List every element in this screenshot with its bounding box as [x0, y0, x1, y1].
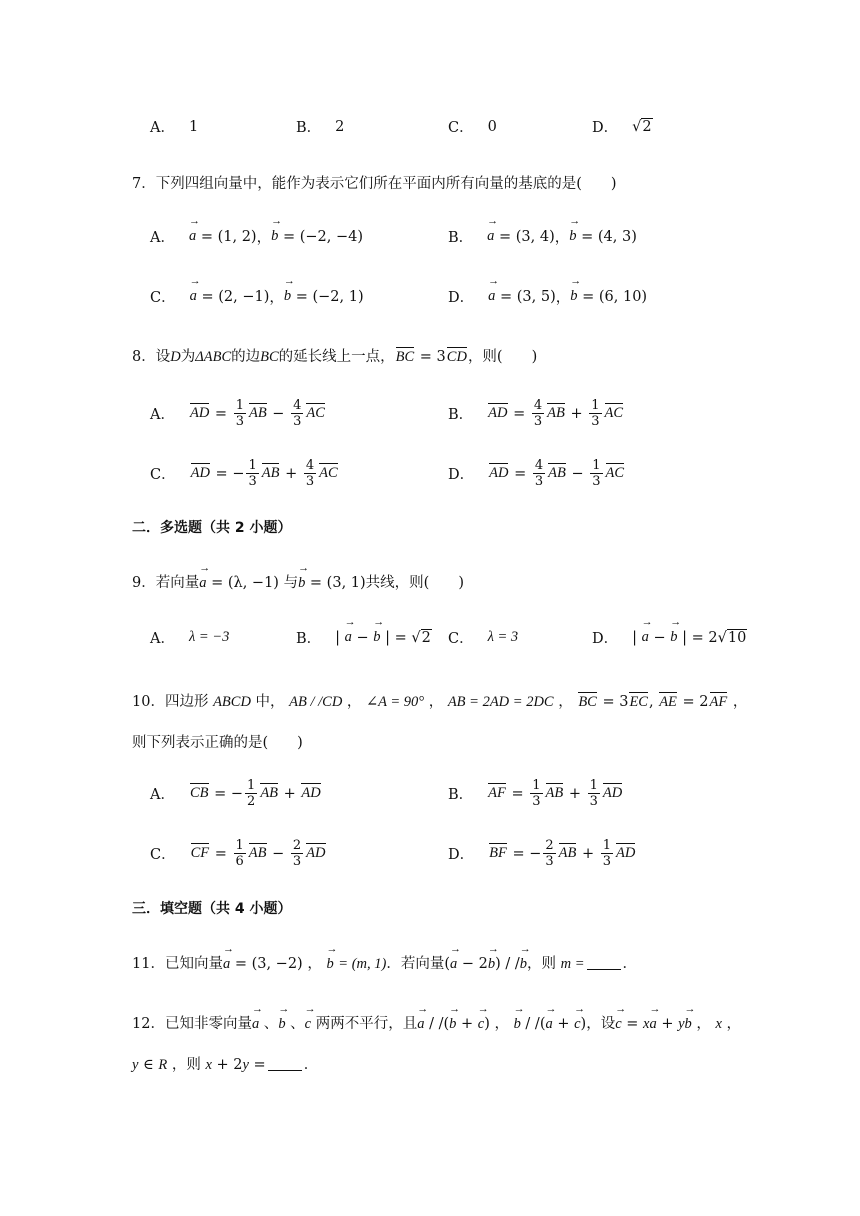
q9-option-b: B． | a → − b → | = √ 2: [296, 627, 432, 648]
q6-option-c: C． 0: [448, 118, 497, 136]
q11-answer-blank[interactable]: [587, 955, 621, 970]
section-fill-blank-heading: 三．填空题（共 4 小题）: [132, 901, 292, 917]
q7-row-ab: [0, 226, 860, 256]
q10-stem-line2: 则下列表示正确的是( ): [132, 735, 303, 751]
q7-stem: 7．下列四组向量中，能作为表示它们所在平面内所有向量的基底的是( ): [132, 176, 617, 192]
q9-option-c: C． λ = 3: [448, 629, 519, 647]
q10-option-b: B． AF = $\frac{1}{3}$ AB + $\frac{1}{3}$ AD: [448, 778, 623, 809]
q9-stem: 9．若向量a → = (λ, −1) 与b → = (3, 1)共线，则( ): [132, 571, 464, 592]
q10-option-a: A． CB = − $\frac{1}{2}$ AB + AD: [150, 778, 321, 809]
q10-option-d: D． BF = − $\frac{2}{3}$ AB + $\frac{1}{3}$ AD: [448, 838, 636, 869]
q8-stem: 8．设D为ΔABC的边BC的延长线上一点，BC = 3CD，则( ): [132, 349, 538, 365]
q11-stem: 11．已知向量a → = (3, −2) ， b → = (m, 1)．若向量(a → − 2b →) / /b →，则 m = ．: [132, 952, 637, 973]
q10-row-ab: [0, 778, 860, 808]
q7-row-cd: [0, 286, 860, 316]
q10-stem: 10．四边形 ABCD 中， AB / /CD ， ∠A = 90° ， AB = 2AD = 2DC ， BC = 3EC, AE = 2AF ，: [132, 694, 748, 710]
q12-stem-line2: y ∈ R ，则 x + 2y = ．: [132, 1057, 319, 1073]
q12-answer-blank[interactable]: [268, 1056, 302, 1071]
q9-option-a: A． λ = −3: [150, 629, 230, 647]
q6-option-d: D． √ 2: [592, 119, 652, 136]
q7-option-d: D． a → = (3, 5) ， b → = (6, 10): [448, 286, 647, 307]
q12-stem: 12．已知非零向量a → 、b → 、c → 两两不平行，且a → / /(b → + c →) ， b → / /(a → + c →)，设c → = xa → + yb → ， x ，: [132, 1012, 741, 1033]
q9-options-row: [0, 627, 860, 657]
q8-option-d: D． AD = $\frac{4}{3}$ AB − $\frac{1}{3}$ AC: [448, 458, 625, 489]
q7-option-b: B． a → = (3, 4) ， b → = (4, 3): [448, 226, 637, 247]
q8-row-cd: [0, 458, 860, 488]
q8-option-a: A． AD = $\frac{1}{3}$ AB − $\frac{4}{3}$ AC: [150, 398, 325, 429]
q8-option-c: C． AD = − $\frac{1}{3}$ AB + $\frac{4}{3}$ AC: [150, 458, 338, 489]
q7-option-a: A． a → = (1, 2) ， b → = (−2, −4): [150, 226, 363, 247]
q8-option-b: B． AD = $\frac{4}{3}$ AB + $\frac{1}{3}$ AC: [448, 398, 624, 429]
q9-option-d: D． | a → − b → | = 2 √ 10: [592, 627, 747, 648]
section-multiple-choice-heading: 二．多选题（共 2 小题）: [132, 520, 292, 536]
q10-row-cd: [0, 838, 860, 868]
q7-option-c: C． a → = (2, −1) ， b → = (−2, 1): [150, 286, 364, 307]
q6-option-b: B． 2: [296, 118, 345, 136]
q6-option-a: A． 1: [150, 118, 199, 136]
q6-options-row: [0, 116, 860, 146]
q10-option-c: C． CF = $\frac{1}{6}$ AB − $\frac{2}{3}$ AD: [150, 838, 326, 869]
q8-row-ab: [0, 398, 860, 428]
